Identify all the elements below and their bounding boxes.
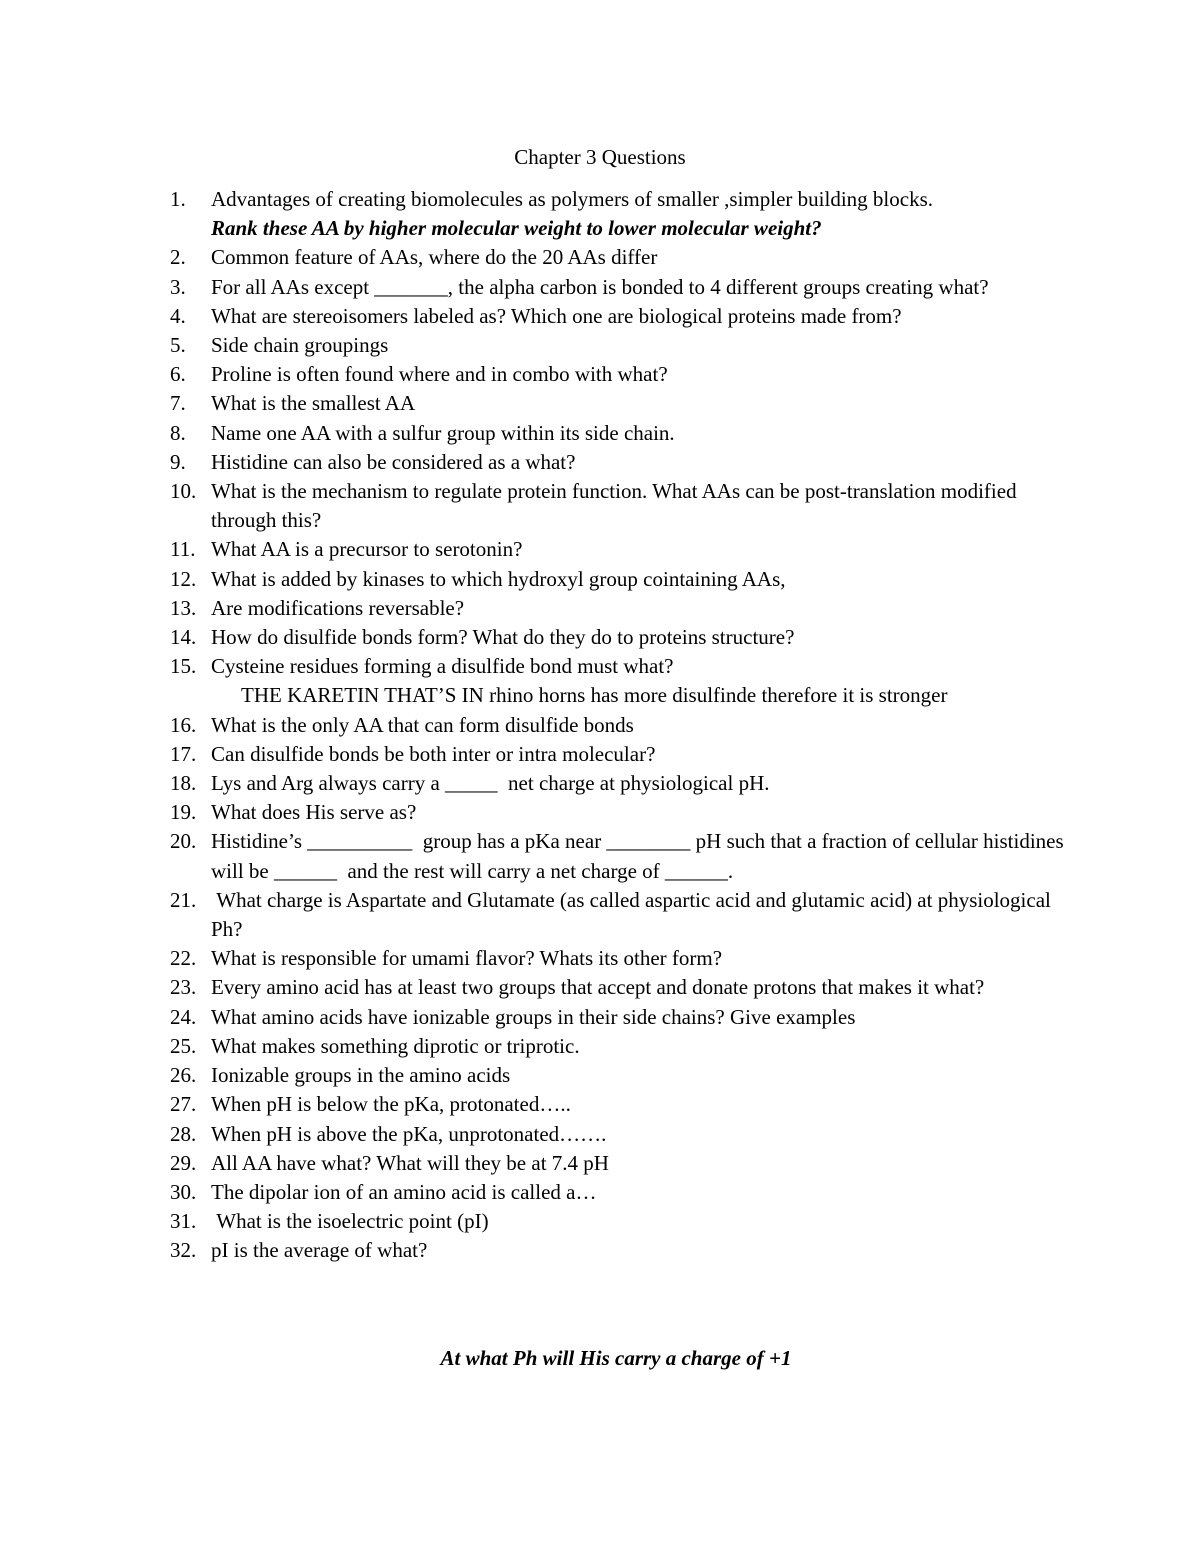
- question-number: 7.: [170, 391, 186, 416]
- question-item: [170, 1178, 1070, 1207]
- question-number: 22.: [170, 946, 197, 971]
- question-text: Common feature of AAs, where do the 20 AAs differ: [211, 245, 658, 270]
- question-number: 1.: [170, 187, 186, 211]
- question-item: [170, 886, 1070, 944]
- question-item: [170, 535, 1070, 564]
- question-text: What is responsible for umami flavor? Whats its other form?: [211, 946, 723, 971]
- question-number: 13.: [170, 595, 197, 620]
- question-text: Can disulfide bonds be both inter or intra molecular?: [211, 741, 656, 766]
- question-item: [170, 419, 1070, 448]
- question-text: What AA is a precursor to serotonin?: [211, 537, 523, 562]
- question-number: 3.: [170, 274, 186, 299]
- question-number: 24.: [170, 1004, 197, 1029]
- question-number: 19.: [170, 800, 197, 825]
- question-text: Lys and Arg always carry a _____ net charge at physiological pH.: [211, 771, 770, 796]
- question-text: When pH is above the pKa, unprotonated…….: [211, 1121, 607, 1146]
- question-item: [170, 360, 1070, 389]
- question-text: What amino acids have ionizable groups in their side chains? Give examples: [211, 1004, 856, 1029]
- question-item: [170, 1090, 1070, 1119]
- question-text: When pH is below the pKa, protonated…..: [211, 1092, 571, 1117]
- question-item: [170, 389, 1070, 418]
- question-text: What is the mechanism to regulate protein function. What AAs can be post-translation modified through this?: [211, 479, 1022, 533]
- question-text: Every amino acid has at least two groups that accept and donate protons that makes it what?: [211, 975, 985, 1000]
- question-number: 30.: [170, 1179, 197, 1204]
- question-text: What is the isoelectric point (pI): [211, 1209, 489, 1234]
- question-number: 31.: [170, 1209, 197, 1234]
- question-text: What are stereoisomers labeled as? Which one are biological proteins made from?: [211, 303, 902, 328]
- question-item: [170, 243, 1070, 272]
- emphasized-prompt: Rank these AA by higher molecular weight to lower molecular weight?: [211, 216, 822, 241]
- question-list: [170, 185, 1070, 1266]
- question-number: 18.: [170, 771, 197, 796]
- question-number: 27.: [170, 1092, 197, 1117]
- question-number: 11.: [170, 537, 196, 562]
- question-number: 8.: [170, 420, 186, 445]
- question-item: [170, 973, 1070, 1002]
- question-number: 16.: [170, 712, 197, 737]
- page-title: Chapter 3 Questions: [514, 145, 686, 169]
- question-text: What does His serve as?: [211, 800, 417, 825]
- question-number: 12.: [170, 566, 197, 591]
- question-item: [170, 711, 1070, 740]
- question-item: [170, 1149, 1070, 1178]
- question-item: [170, 477, 1070, 535]
- question-item: [170, 769, 1070, 798]
- note-line: THE KARETIN THAT’S IN rhino horns has more disulfinde therefore it is stronger: [241, 683, 948, 708]
- question-item: [170, 827, 1070, 885]
- question-number: 9.: [170, 449, 186, 474]
- question-number: 15.: [170, 654, 197, 679]
- question-text: Advantages of creating biomolecules as polymers of smaller ,simpler building blocks.: [211, 187, 933, 211]
- question-text: The dipolar ion of an amino acid is called a…: [211, 1179, 597, 1204]
- question-item: [170, 652, 1070, 681]
- question-number: 32.: [170, 1238, 197, 1263]
- question-item: [170, 1120, 1070, 1149]
- question-item: [170, 1003, 1070, 1032]
- question-item: [170, 623, 1070, 652]
- question-number: 14.: [170, 625, 197, 650]
- question-text: Cysteine residues forming a disulfide bond must what?: [211, 654, 674, 679]
- question-number: 17.: [170, 741, 197, 766]
- question-text: Are modifications reversable?: [211, 595, 465, 620]
- question-item: [170, 798, 1070, 827]
- question-number: 4.: [170, 303, 186, 328]
- question-text: Histidine’s __________ group has a pKa near ________ pH such that a fraction of cellular histidines will be ______ and the rest will carry a net charge of ______.: [211, 829, 1069, 883]
- question-item: [170, 448, 1070, 477]
- question-item: [170, 1207, 1070, 1236]
- question-text: Name one AA with a sulfur group within its side chain.: [211, 420, 675, 445]
- question-item: [170, 740, 1070, 769]
- question-number: 26.: [170, 1063, 197, 1088]
- question-number: 28.: [170, 1121, 197, 1146]
- question-item: [170, 565, 1070, 594]
- question-text: What makes something diprotic or triprotic.: [211, 1033, 580, 1058]
- question-number: 23.: [170, 975, 197, 1000]
- question-item: [170, 594, 1070, 623]
- question-item: [170, 944, 1070, 973]
- footer-question: At what Ph will His carry a charge of +1: [440, 1346, 792, 1370]
- question-number: 21.: [170, 887, 197, 912]
- question-text: Ionizable groups in the amino acids: [211, 1063, 511, 1088]
- question-number: 10.: [170, 479, 197, 504]
- question-text: What charge is Aspartate and Glutamate (as called aspartic acid and glutamic acid) at physiological Ph?: [211, 887, 1057, 942]
- question-text: What is the smallest AA: [211, 391, 416, 416]
- question-text: pI is the average of what?: [211, 1238, 428, 1263]
- question-item: [170, 1061, 1070, 1090]
- question-number: 20.: [170, 829, 197, 854]
- question-item: [170, 302, 1070, 331]
- question-text: All AA have what? What will they be at 7.4 pH: [211, 1150, 609, 1175]
- question-item: [170, 185, 1070, 214]
- question-text: Histidine can also be considered as a what?: [211, 449, 576, 474]
- question-number: 6.: [170, 362, 186, 387]
- question-text: Side chain groupings: [211, 333, 389, 358]
- question-item: [170, 1032, 1070, 1061]
- question-number: 5.: [170, 333, 186, 358]
- question-text: What is added by kinases to which hydroxyl group cointaining AAs,: [211, 566, 786, 591]
- question-number: 29.: [170, 1150, 197, 1175]
- question-text: What is the only AA that can form disulfide bonds: [211, 712, 634, 737]
- question-text: Proline is often found where and in combo with what?: [211, 362, 668, 387]
- question-text: How do disulfide bonds form? What do they do to proteins structure?: [211, 625, 795, 650]
- question-item: [170, 273, 1070, 302]
- question-number: 25.: [170, 1033, 197, 1058]
- question-text: For all AAs except _______, the alpha carbon is bonded to 4 different groups creating what?: [211, 274, 989, 299]
- question-number: 2.: [170, 245, 186, 270]
- question-item: [170, 1236, 1070, 1265]
- question-item: [170, 331, 1070, 360]
